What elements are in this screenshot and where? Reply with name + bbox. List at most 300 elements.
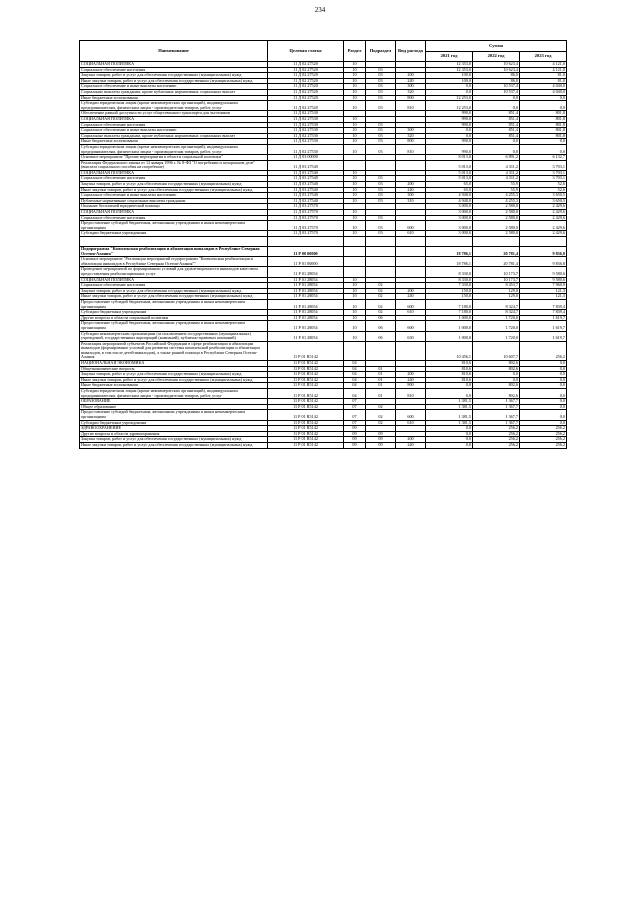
row-2023: 0,0 xyxy=(520,420,567,426)
table-row xyxy=(80,257,567,267)
row-name: Предоставление субсидий бюджетным, автономным учреждениям и иным некоммерческим организациям xyxy=(80,410,268,420)
row-target: 11 Д 02 27520 xyxy=(268,95,344,101)
row-2022: 129,0 xyxy=(473,288,520,294)
row-2023: 2 429,6 xyxy=(520,210,567,216)
row-expense-type xyxy=(396,267,426,277)
row-2021: 8 013,0 xyxy=(426,155,473,161)
row-2021: 0,0 xyxy=(426,133,473,139)
row-target: 11 Д 02 27530 xyxy=(268,144,344,154)
row-section: 10 xyxy=(344,133,366,139)
table-row xyxy=(80,389,567,399)
row-name: Иные закупки товаров, работ и услуг для обеспечения государственных (муниципальных) нужд xyxy=(80,442,268,448)
row-target: 11 Д 02 27520 xyxy=(268,73,344,79)
row-section: 10 xyxy=(344,122,366,128)
row-expense-type: 240 xyxy=(396,187,426,193)
row-target: 11 Р 01 28054 xyxy=(268,299,344,309)
row-2021: 0,0 xyxy=(426,437,473,443)
row-2022: 4 311,2 xyxy=(473,160,520,170)
row-section: 10 xyxy=(344,139,366,145)
header-2021: 2021 год xyxy=(426,52,473,62)
row-2022: 0,0 xyxy=(473,144,520,154)
row-expense-type: 200 xyxy=(396,437,426,443)
row-section: 10 xyxy=(344,198,366,204)
row-subsection: 02 xyxy=(366,404,396,410)
row-target: 11 Р 01 R5142 xyxy=(268,377,344,383)
row-2021: 100,0 xyxy=(426,78,473,84)
row-2022: 0,0 xyxy=(473,95,520,101)
row-2021: 12 353,0 xyxy=(426,67,473,73)
row-target: 11 Д 02 27530 xyxy=(268,122,344,128)
row-name: Социальное обеспечение населения xyxy=(80,176,268,182)
row-target: 11 Д 03 27570 xyxy=(268,210,344,216)
row-2023: 0,0 xyxy=(520,383,567,389)
row-subsection: 03 xyxy=(366,122,396,128)
row-expense-type: 200 xyxy=(396,288,426,294)
row-section: 09 xyxy=(344,442,366,448)
row-2023: 4 121,0 xyxy=(520,62,567,68)
row-2023: 9 580,6 xyxy=(520,277,567,283)
table-row xyxy=(80,101,567,111)
row-expense-type: 610 xyxy=(396,420,426,426)
row-name: Социальное обеспечение и иные выплаты населению xyxy=(80,193,268,199)
header-section: Раздел xyxy=(344,41,366,62)
row-2021: 3 000,0 xyxy=(426,215,473,221)
row-target: 11 Д 03 27570 xyxy=(268,221,344,231)
row-target: 11 Д 02 27520 xyxy=(268,101,344,111)
row-target: 11 Д 02 27530 xyxy=(268,116,344,122)
row-name: Иные бюджетные ассигнования xyxy=(80,95,268,101)
row-2022: 55,9 xyxy=(473,182,520,188)
table-row xyxy=(80,299,567,309)
row-section: 10 xyxy=(344,182,366,188)
row-name: Общеэкономические вопросы xyxy=(80,366,268,372)
row-name: Закупка товаров, работ и услуг для обеспечения государственных (муниципальных) нужд xyxy=(80,288,268,294)
row-section: 10 xyxy=(344,170,366,176)
row-2021: 1 000,0 xyxy=(426,321,473,331)
row-target: 11 Р 01 R5142 xyxy=(268,442,344,448)
row-expense-type: 600 xyxy=(396,410,426,420)
row-section: 04 xyxy=(344,372,366,378)
row-name xyxy=(80,237,268,247)
row-section: 10 xyxy=(344,277,366,283)
row-2023: 3 703,1 xyxy=(520,160,567,170)
row-expense-type: 610 xyxy=(396,231,426,237)
row-subsection: 06 xyxy=(366,315,396,321)
row-name: Социальное обеспечение населения xyxy=(80,283,268,289)
row-section: 10 xyxy=(344,310,366,316)
row-section: 10 xyxy=(344,67,366,73)
row-2023: 9 580,6 xyxy=(520,267,567,277)
row-2021: 1 381,5 xyxy=(426,420,473,426)
row-2022: 802,6 xyxy=(473,361,520,367)
row-2022: 2 580,0 xyxy=(473,231,520,237)
row-subsection: 02 xyxy=(366,420,396,426)
header-target: Целевая статья xyxy=(268,41,344,62)
row-section: 10 xyxy=(344,299,366,309)
row-target: 11 Р 01 R5142 xyxy=(268,383,344,389)
row-2021: 0,0 xyxy=(426,128,473,134)
row-expense-type: 200 xyxy=(396,182,426,188)
row-2023: 1 619,7 xyxy=(520,321,567,331)
row-section: 10 xyxy=(344,78,366,84)
header-name: Наименование xyxy=(80,41,268,62)
row-name: Социальные выплаты гражданам, кроме публичных нормативных социальных выплат xyxy=(80,133,268,139)
row-name: ОБРАЗОВАНИЕ xyxy=(80,399,268,405)
row-section: 10 xyxy=(344,144,366,154)
row-section: 10 xyxy=(344,294,366,300)
row-2022: 10 607,7 xyxy=(473,341,520,360)
row-target: 11 Д 03 27540 xyxy=(268,176,344,182)
row-name: Иные закупки товаров, работ и услуг для обеспечения государственных (муниципальных) нужд xyxy=(80,377,268,383)
row-name: Иные закупки товаров, работ и услуг для обеспечения государственных (муниципальных) нужд xyxy=(80,78,268,84)
row-name: Иные бюджетные ассигнования xyxy=(80,383,268,389)
row-subsection: 09 xyxy=(366,442,396,448)
row-2023: 3 703,1 xyxy=(520,170,567,176)
row-section xyxy=(344,257,366,267)
row-name: Подпрограмма "Комплексная реабилитация и абилитация инвалидов в Республике Северная Осетия-Алания" xyxy=(80,247,268,257)
row-name: Субсидии некоммерческим организациям (за исключением государственных (муниципальных) учреждений, государственных корпораций (компаний), публично-правовых компаний) xyxy=(80,331,268,341)
row-expense-type: 810 xyxy=(396,389,426,399)
row-2021: 7 180,0 xyxy=(426,299,473,309)
row-target: 11 Р 01 00000 xyxy=(268,257,344,267)
row-2022: 6 891,2 xyxy=(473,155,520,161)
row-2023: 256,2 xyxy=(520,442,567,448)
header-subsection: Подраздел xyxy=(366,41,396,62)
row-section: 04 xyxy=(344,383,366,389)
row-target: 11 Д 02 27520 xyxy=(268,78,344,84)
row-2021: 18 786,1 xyxy=(426,257,473,267)
row-2022: 2 580,0 xyxy=(473,215,520,221)
row-2023: 121,3 xyxy=(520,294,567,300)
row-subsection: 02 xyxy=(366,288,396,294)
row-2021: 990,0 xyxy=(426,139,473,145)
row-section: 10 xyxy=(344,193,366,199)
row-2023: 0,0 xyxy=(520,410,567,420)
row-2022: 10 537,4 xyxy=(473,89,520,95)
row-2022: 256,2 xyxy=(473,431,520,437)
row-subsection: 02 xyxy=(366,310,396,316)
row-2022: 1 367,7 xyxy=(473,399,520,405)
row-2021: 0,0 xyxy=(426,442,473,448)
row-target: 11 Р 01 R5142 xyxy=(268,420,344,426)
row-subsection: 09 xyxy=(366,431,396,437)
row-section: 04 xyxy=(344,377,366,383)
row-target: 11 Д 03 27570 xyxy=(268,204,344,210)
row-2023 xyxy=(520,237,567,247)
row-name: Иные бюджетные ассигнования xyxy=(80,139,268,145)
row-section: 10 xyxy=(344,128,366,134)
row-2021: 12 253,0 xyxy=(426,101,473,111)
row-2022: 4 255,3 xyxy=(473,198,520,204)
row-2021: 810,6 xyxy=(426,377,473,383)
row-section xyxy=(344,160,366,170)
row-section: 10 xyxy=(344,221,366,231)
row-2022: 10 173,7 xyxy=(473,267,520,277)
row-2023: 0,0 xyxy=(520,404,567,410)
row-2021: 4 948,0 xyxy=(426,193,473,199)
row-name: Предоставление субсидий бюджетным, автономным учреждениям и иным некоммерческим организациям xyxy=(80,221,268,231)
row-subsection xyxy=(366,341,396,360)
row-2022: 2 580,0 xyxy=(473,221,520,231)
row-expense-type: 810 xyxy=(396,101,426,111)
row-2023: 0,0 xyxy=(520,95,567,101)
row-2023: 0,0 xyxy=(520,399,567,405)
row-2023: 4 121,0 xyxy=(520,67,567,73)
header-2023: 2023 год xyxy=(520,52,567,62)
row-target: 11 Р 01 28054 xyxy=(268,294,344,300)
row-expense-type: 600 xyxy=(396,321,426,331)
row-section: 09 xyxy=(344,437,366,443)
row-2021: 990,0 xyxy=(426,111,473,117)
row-section: 10 xyxy=(344,176,366,182)
row-target: 11 Д 03 27540 xyxy=(268,170,344,176)
row-2023: 256,2 xyxy=(520,341,567,360)
row-expense-type: 320 xyxy=(396,133,426,139)
row-target: 11 Д 03 27540 xyxy=(268,198,344,204)
row-2022: 1 720,0 xyxy=(473,315,520,321)
row-subsection: 03 xyxy=(366,133,396,139)
row-2021: 810,6 xyxy=(426,361,473,367)
row-2022: 1 367,7 xyxy=(473,410,520,420)
row-2021: 0,0 xyxy=(426,431,473,437)
row-name: Проведение мероприятий по формированию условий для удовлетворенности инвалидов качеством предоставления реабилитационных услуг xyxy=(80,267,268,277)
row-2021: 990,0 xyxy=(426,116,473,122)
row-expense-type: 630 xyxy=(396,331,426,341)
row-2021: 0,0 xyxy=(426,89,473,95)
row-section xyxy=(344,247,366,257)
row-2021: 810,6 xyxy=(426,366,473,372)
row-name: Субсидии бюджетным учреждениям xyxy=(80,420,268,426)
row-section: 10 xyxy=(344,116,366,122)
row-2021: 990,0 xyxy=(426,122,473,128)
row-subsection: 03 xyxy=(366,73,396,79)
row-2022: 851,4 xyxy=(473,111,520,117)
row-expense-type: 240 xyxy=(396,442,426,448)
row-2023: 81,0 xyxy=(520,78,567,84)
row-subsection: 03 xyxy=(366,78,396,84)
row-target: 11 Д 02 27520 xyxy=(268,84,344,90)
row-section: 10 xyxy=(344,84,366,90)
row-2022: 86,0 xyxy=(473,73,520,79)
row-expense-type xyxy=(396,237,426,247)
row-target: 11 Р 01 R5142 xyxy=(268,410,344,420)
table-row xyxy=(80,221,567,231)
row-2021: 65,0 xyxy=(426,187,473,193)
row-name: Иные закупки товаров, работ и услуг для обеспечения государственных (муниципальных) нужд xyxy=(80,294,268,300)
row-target: 11 Р 01 R5142 xyxy=(268,437,344,443)
row-name: Обеспечение равной доступности услуг общественного транспорта для льготников xyxy=(80,111,268,117)
row-2023: 256,2 xyxy=(520,437,567,443)
row-subsection: 03 xyxy=(366,67,396,73)
row-2023: 4 040,0 xyxy=(520,84,567,90)
row-2023: 801,8 xyxy=(520,133,567,139)
row-name: Закупка товаров, работ и услуг для обеспечения государственных (муниципальных) нужд xyxy=(80,437,268,443)
row-name: Иные закупки товаров, работ и услуг для обеспечения государственных (муниципальных) нужд xyxy=(80,187,268,193)
row-name: Субсидии юридическим лицам (кроме некоммерческих организаций), индивидуальным предпринимателям, физическим лицам - производителям товаров, работ, услуг xyxy=(80,101,268,111)
row-section: 07 xyxy=(344,420,366,426)
row-2021: 3 000,0 xyxy=(426,231,473,237)
row-target: 11 Д 03 27540 xyxy=(268,193,344,199)
row-expense-type: 240 xyxy=(396,78,426,84)
row-name: ЗДРАВООХРАНЕНИЕ xyxy=(80,426,268,432)
row-subsection: 03 xyxy=(366,215,396,221)
row-section: 10 xyxy=(344,210,366,216)
row-2023: 0,0 xyxy=(520,101,567,111)
table-row xyxy=(80,442,567,448)
row-target: 11 Р 01 R5142 xyxy=(268,341,344,360)
row-2023: 81,0 xyxy=(520,73,567,79)
row-name: Реализация Федерального закона от 12 января 1996 г. № 8-ФЗ "О погребении и похоронном деле" (выплата социального пособия на погребение) xyxy=(80,160,268,170)
row-name: Предоставление субсидий бюджетным, автономным учреждениям и иным некоммерческим организациям xyxy=(80,321,268,331)
row-section: 04 xyxy=(344,366,366,372)
header-sum: Сумма xyxy=(426,41,567,52)
row-2023: 0,0 xyxy=(520,377,567,383)
table-row xyxy=(80,267,567,277)
row-target: 11 Р 01 R5142 xyxy=(268,431,344,437)
row-2021: 1 000,0 xyxy=(426,331,473,341)
row-name: Субсидии бюджетным учреждениям xyxy=(80,310,268,316)
row-2023: 3 650,5 xyxy=(520,198,567,204)
row-subsection: 02 xyxy=(366,299,396,309)
row-subsection: 01 xyxy=(366,372,396,378)
row-section: 07 xyxy=(344,399,366,405)
row-2022 xyxy=(473,237,520,247)
row-target: 11 Д 02 27530 xyxy=(268,111,344,117)
row-section: 10 xyxy=(344,62,366,68)
row-subsection xyxy=(366,237,396,247)
row-target: 11 Р 01 R5142 xyxy=(268,399,344,405)
row-2022: 0,0 xyxy=(473,377,520,383)
row-name: НАЦИОНАЛЬНАЯ ЭКОНОМИКА xyxy=(80,361,268,367)
table-row xyxy=(80,410,567,420)
row-name: Социальное обеспечение и иные выплаты населению xyxy=(80,84,268,90)
row-2023: 52,6 xyxy=(520,182,567,188)
row-2023: 121,3 xyxy=(520,288,567,294)
row-2023: 4 040,0 xyxy=(520,89,567,95)
header-expense-type: Вид расхода xyxy=(396,41,426,62)
page-number: 234 xyxy=(314,6,326,14)
row-2022: 4 311,2 xyxy=(473,176,520,182)
row-expense-type: 800 xyxy=(396,383,426,389)
row-2022: 2 580,0 xyxy=(473,210,520,216)
row-section: 10 xyxy=(344,215,366,221)
row-name: Субсидии бюджетным учреждениям xyxy=(80,231,268,237)
row-2023: 801,8 xyxy=(520,128,567,134)
row-2022: 10 623,4 xyxy=(473,62,520,68)
row-target: 11 Д 03 00000 xyxy=(268,155,344,161)
row-expense-type xyxy=(396,247,426,257)
row-section: 10 xyxy=(344,315,366,321)
row-2023: 3 650,5 xyxy=(520,193,567,199)
row-2022: 8 453,7 xyxy=(473,283,520,289)
row-section xyxy=(344,341,366,360)
row-section: 10 xyxy=(344,321,366,331)
row-2021: 3 000,0 xyxy=(426,204,473,210)
row-2023: 0,0 xyxy=(520,144,567,154)
row-2021: 12 353,0 xyxy=(426,62,473,68)
row-2021: 1 381,5 xyxy=(426,410,473,420)
row-2021: 0,0 xyxy=(426,389,473,399)
row-expense-type: 810 xyxy=(396,144,426,154)
row-subsection: 01 xyxy=(366,377,396,383)
row-2023: 1 619,7 xyxy=(520,331,567,341)
row-2022: 20 781,4 xyxy=(473,247,520,257)
row-name: Социальное обеспечение населения xyxy=(80,67,268,73)
row-section: 10 xyxy=(344,288,366,294)
row-name: Закупка товаров, работ и услуг для обеспечения государственных (муниципальных) нужд xyxy=(80,182,268,188)
row-subsection: 03 xyxy=(366,231,396,237)
row-section: 10 xyxy=(344,231,366,237)
row-2021: 10 456,1 xyxy=(426,341,473,360)
row-2023: 0,0 xyxy=(520,139,567,145)
row-2021: 0,0 xyxy=(426,426,473,432)
row-name: Социальное обеспечение населения xyxy=(80,215,268,221)
row-expense-type: 200 xyxy=(396,372,426,378)
row-2022: 1 720,0 xyxy=(473,331,520,341)
row-2021: 3 000,0 xyxy=(426,221,473,231)
row-2022: 86,0 xyxy=(473,78,520,84)
row-expense-type: 240 xyxy=(396,377,426,383)
row-name: Реализация мероприятий субъектов Российской Федерации в сфере реабилитации и абилитации инвалидов (формирование условий для развития системы комплексной реабилитации и абилитации инвалидов, в том числе детей-инвалидов), а также ранней помощи в Республике Северная Осетия-Алания xyxy=(80,341,268,360)
row-subsection: 03 xyxy=(366,84,396,90)
row-2021: 150,0 xyxy=(426,294,473,300)
row-2021: 18 786,1 xyxy=(426,247,473,257)
row-target: 11 Д 02 27520 xyxy=(268,67,344,73)
row-expense-type: 310 xyxy=(396,198,426,204)
row-name: СОЦИАЛЬНАЯ ПОЛИТИКА xyxy=(80,210,268,216)
row-subsection: 03 xyxy=(366,221,396,231)
row-2021: 5 013,0 xyxy=(426,176,473,182)
row-2021: 8 330,0 xyxy=(426,267,473,277)
row-target: 11 Р 01 28054 xyxy=(268,288,344,294)
row-2023: 3 703,1 xyxy=(520,176,567,182)
row-2023: 0,0 xyxy=(520,372,567,378)
row-target: 11 Р 01 28054 xyxy=(268,310,344,316)
row-2023: 2 429,6 xyxy=(520,231,567,237)
row-name: Другие вопросы в области социальной политики xyxy=(80,315,268,321)
row-2021: 7 180,0 xyxy=(426,310,473,316)
header-2022: 2022 год xyxy=(473,52,520,62)
row-expense-type: 300 xyxy=(396,128,426,134)
row-subsection: 06 xyxy=(366,331,396,341)
row-2021: 5 013,0 xyxy=(426,170,473,176)
row-name: Субсидии юридическим лицам (кроме некоммерческих организаций), индивидуальным предпринимателям, физическим лицам - производителям товаров, работ, услуг xyxy=(80,389,268,399)
row-2023: 256,2 xyxy=(520,431,567,437)
row-2023: 6 132,7 xyxy=(520,155,567,161)
row-subsection: 01 xyxy=(366,383,396,389)
row-2022: 256,2 xyxy=(473,437,520,443)
row-target: 11 Р 01 R5142 xyxy=(268,372,344,378)
row-name: Закупка товаров, работ и услуг для обеспечения государственных (муниципальных) нужд xyxy=(80,372,268,378)
row-name: Субсидии юридическим лицам (кроме некоммерческих организаций), индивидуальным предпринимателям, физическим лицам - производителям товаров, работ, услуг xyxy=(80,144,268,154)
row-name: СОЦИАЛЬНАЯ ПОЛИТИКА xyxy=(80,170,268,176)
row-name: Общее образование xyxy=(80,404,268,410)
row-2022: 802,6 xyxy=(473,366,520,372)
row-section xyxy=(344,267,366,277)
row-target: 11 Д 02 27530 xyxy=(268,128,344,134)
row-2022: 1 367,7 xyxy=(473,420,520,426)
row-target: 11 Д 02 27520 xyxy=(268,89,344,95)
row-expense-type: 240 xyxy=(396,294,426,300)
row-subsection: 01 xyxy=(366,389,396,399)
row-2022: 10 537,4 xyxy=(473,84,520,90)
row-name: СОЦИАЛЬНАЯ ПОЛИТИКА xyxy=(80,62,268,68)
row-2022: 8 324,7 xyxy=(473,299,520,309)
row-2023: 52,6 xyxy=(520,187,567,193)
row-2022: 0,0 xyxy=(473,372,520,378)
row-target: 11 Р 01 28054 xyxy=(268,321,344,331)
row-2022: 851,4 xyxy=(473,133,520,139)
